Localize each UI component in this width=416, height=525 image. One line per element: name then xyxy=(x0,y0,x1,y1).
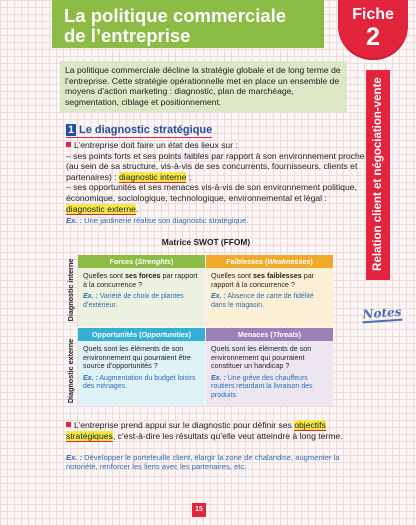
highlight-objectifs: objectifs stratégiques xyxy=(66,420,326,441)
example-tag: Ex. : xyxy=(66,453,83,462)
title-line-2: de l’entreprise xyxy=(64,25,191,46)
cell-body: Quels sont les éléments de son environnement qui pourraient constituer un handicap ? Ex. : Une grève des chauffeurs routiers retardant la livraison des produits. xyxy=(211,344,313,399)
paragraph-line-a: – ses points forts et ses points faibles par rapport à son environnement proche (au sein de sa structure, vis-à-vis de ses concurrents, fournisseurs, clients et partenaires) : xyxy=(66,150,365,182)
row-label-external: Diagnostic externe xyxy=(66,338,75,404)
section-heading xyxy=(66,124,212,138)
swot-cell-faiblesses xyxy=(206,255,333,327)
cell-body: Quelles sont ses forces par rapport à la concurrence ? Ex. : Variété de choix de plantes d’extérieur. xyxy=(83,271,198,309)
page-number: 15 xyxy=(192,503,206,517)
section-number: 1 xyxy=(67,124,75,136)
page-title xyxy=(52,0,324,48)
swot-cell-opportunites xyxy=(78,328,205,406)
paragraph-line-b: – ses opportunités et ses menaces vis-à-vis de son environnement politique, économique, sociologique, technologique, environnemental et légal : xyxy=(66,182,357,203)
bullet-square-icon xyxy=(66,142,71,147)
cell-body: Quelles sont ses faiblesses par rapport à la concurrence ? Ex. : Absence de carte de fidélité dans le magasin. xyxy=(211,271,315,309)
paragraph-diagnostic xyxy=(66,140,366,214)
fiche-label: Fiche xyxy=(352,6,394,23)
bullet-square-icon xyxy=(66,422,71,427)
paragraph-text: , c’est-à-dire les résultats qu’elle veut atteindre à long terme. xyxy=(112,430,343,441)
swot-cell-forces xyxy=(78,255,205,327)
fiche-number: 2 xyxy=(366,23,380,51)
intro-box: La politique commerciale décline la stratégie globale et de long terme de l’entreprise. Cette stratégie opérationnelle met en place un ensemble de moyens d’action marketing : diagnostic, plan de marchéage, segmentation, ciblage et positionnement. xyxy=(60,61,347,112)
swot-cell-menaces xyxy=(206,328,333,406)
example-tag: Ex. : xyxy=(66,216,83,225)
cell-header: Opportunités (Opportunities) xyxy=(78,328,205,341)
cell-header: Faiblesses (Weaknesses) xyxy=(206,255,333,268)
example-1 xyxy=(66,216,366,225)
highlight-diagnostic-externe: diagnostic externe xyxy=(66,203,136,214)
matrix-title: Matrice SWOT (FFOM) xyxy=(161,237,251,247)
row-label-internal: Diagnostic interne xyxy=(66,258,75,322)
fiche-badge xyxy=(338,0,408,58)
section-title: Le diagnostic stratégique xyxy=(79,124,213,136)
notes-label: Notes xyxy=(361,305,402,324)
paragraph-objectifs xyxy=(66,420,366,441)
example-text: Une jardinerie réalise son diagnostic stratégique. xyxy=(82,216,249,225)
example-2 xyxy=(66,453,366,472)
paragraph-lead: L’entreprise doit faire un état des lieux sur : xyxy=(74,140,238,150)
cell-header: Forces (Strenghts) xyxy=(78,255,205,268)
cell-body: Quels sont les éléments de son environnement qui pourraient être source d’opportunités ? Ex. : Augmentation du budget loisirs des ménages. xyxy=(83,344,196,391)
side-band-label: Relation client et négociation-vente xyxy=(372,77,384,271)
paragraph-text: L’entreprise prend appui sur le diagnostic pour définir ses xyxy=(74,420,295,430)
example-text: Développer le portefeuille client, élargir la zone de chalandise, augmenter la notoriété, renforcer les liens avec les partenaires, etc. xyxy=(66,453,340,472)
title-line-1: La politique commerciale xyxy=(64,5,287,26)
highlight-diagnostic-interne: diagnostic interne xyxy=(119,171,187,182)
punctuation: . xyxy=(135,203,139,214)
cell-header: Menaces (Threats) xyxy=(206,328,333,341)
punctuation: ; xyxy=(186,171,192,182)
